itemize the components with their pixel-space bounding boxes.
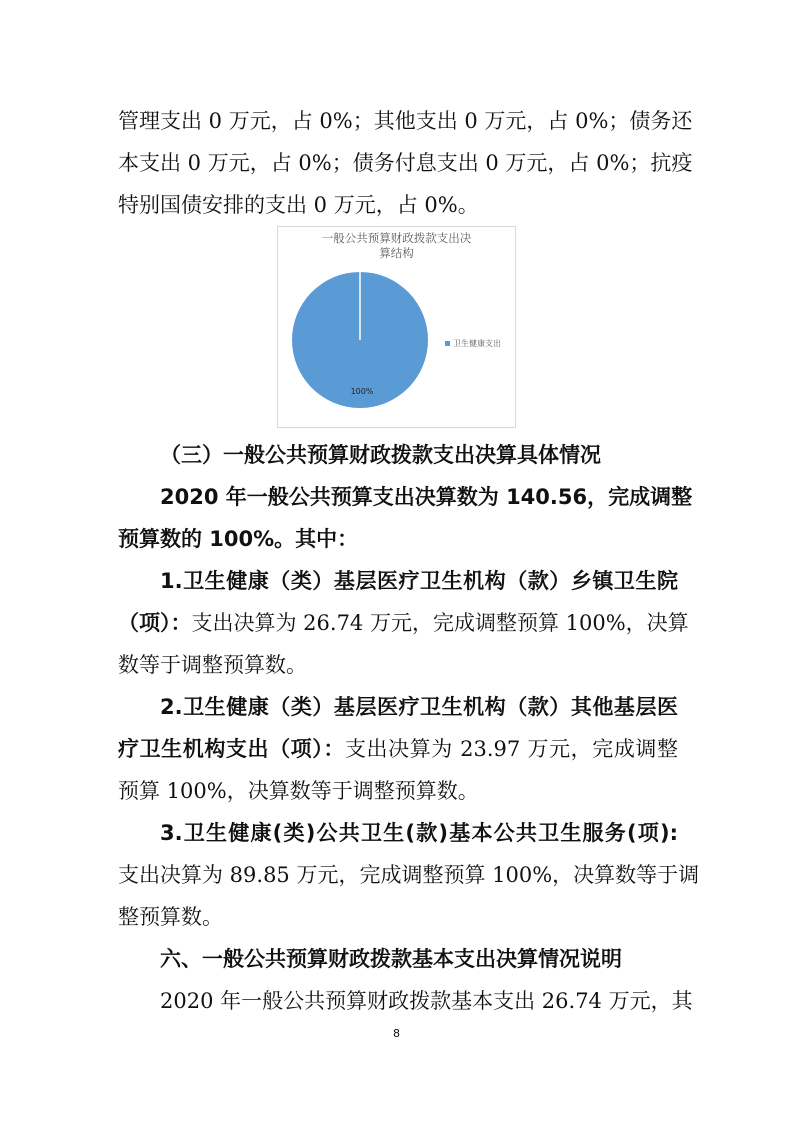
pie-chart: [277, 226, 516, 428]
item-2-line: 预算 100%，决算数等于调整预算数。: [118, 779, 479, 803]
section6-line: 2020 年一般公共预算财政拨款基本支出 26.74 万元，其: [160, 989, 693, 1013]
item-1-line: [160, 566, 678, 596]
legend-swatch: [445, 341, 450, 346]
chart-title: 一般公共预算财政拨款支出决算结构: [321, 231, 472, 260]
pie-data-label: 100%: [350, 387, 374, 396]
chart-legend: [445, 338, 501, 349]
item-2-title-end: 疗卫生机构支出（项）：: [118, 737, 345, 761]
pie-svg: [278, 227, 515, 427]
item-2-text: 支出决算为 23.97 万元，完成调整: [344, 737, 679, 761]
summary-line: 预算数的 100%。其中：: [118, 527, 359, 551]
item-2-line: [160, 692, 678, 722]
section-heading: （三）一般公共预算财政拨款支出决算具体情况: [160, 443, 601, 467]
item-1-title: 1.卫生健康（类）基层医疗卫生机构（款）乡镇卫生院: [160, 569, 678, 593]
item-1-line: [118, 608, 689, 638]
item-2-title: 2.卫生健康（类）基层医疗卫生机构（款）其他基层医: [160, 695, 678, 719]
item-3-line: 支出决算为 89.85 万元，完成调整预算 100%，决算数等于调: [118, 863, 700, 887]
item-1-text: 支出决算为 26.74 万元，完成调整预算 100%，决算: [191, 611, 689, 635]
summary-line: 2020 年一般公共预算支出决算数为 140.56，完成调整: [160, 485, 693, 509]
item-1-title-end: （项）：: [118, 611, 192, 635]
intro-line: 管理支出 0 万元，占 0%；其他支出 0 万元，占 0%；债务还: [118, 109, 693, 133]
intro-line: 特别国债安排的支出 0 万元，占 0%。: [118, 193, 479, 217]
item-3-title: 3.卫生健康(类)公共卫生(款)基本公共卫生服务(项):: [160, 821, 678, 845]
intro-line: 本支出 0 万元，占 0%；债务付息支出 0 万元，占 0%；抗疫: [118, 151, 693, 175]
item-3-line: [160, 818, 678, 848]
section6-heading: 六、一般公共预算财政拨款基本支出决算情况说明: [160, 947, 622, 971]
item-2-line: [118, 734, 678, 764]
item-3-line: 整预算数。: [118, 905, 223, 929]
legend-label: 卫生健康支出: [453, 339, 501, 348]
page-number: 8: [393, 1027, 400, 1040]
item-1-line: 数等于调整预算数。: [118, 653, 307, 677]
